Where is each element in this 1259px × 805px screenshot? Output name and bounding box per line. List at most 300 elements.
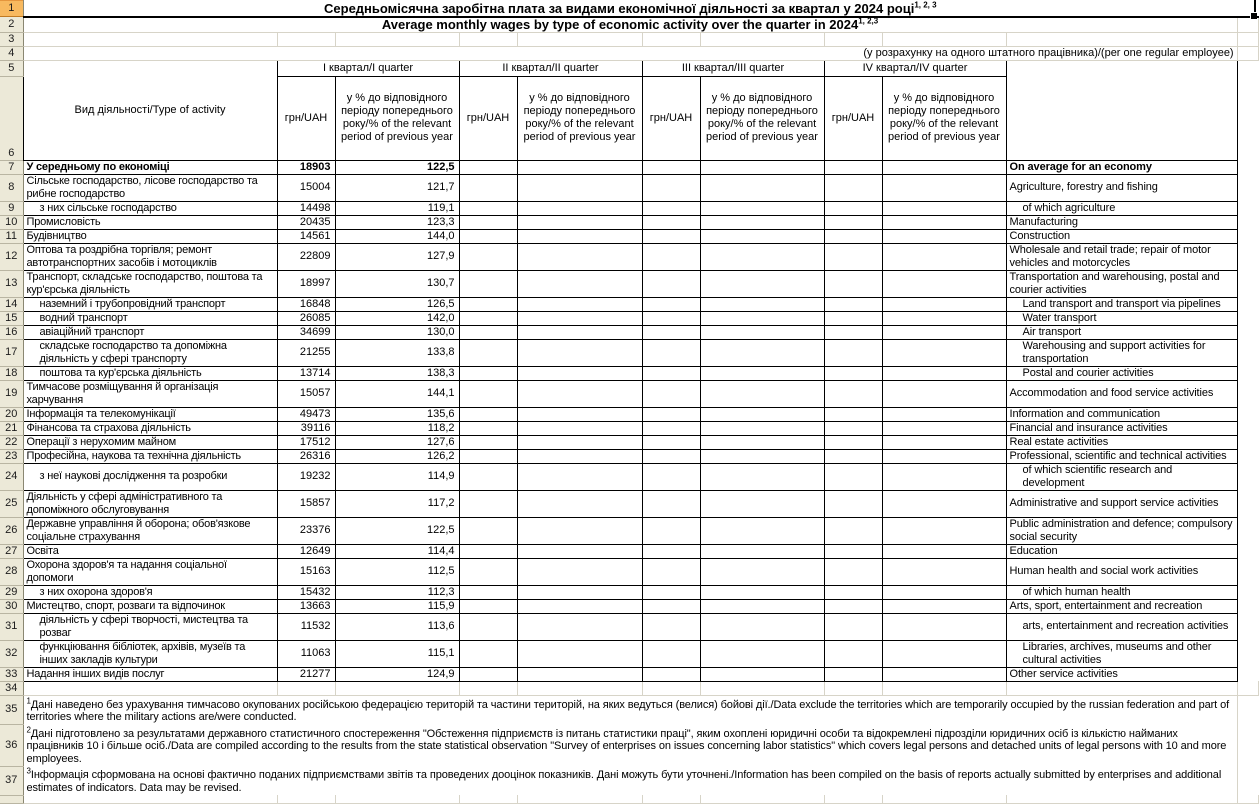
cell-uah-q3[interactable] [642,599,700,613]
cell-outside[interactable] [1237,215,1258,229]
cell-uah-q2[interactable] [459,407,517,421]
cell-uah-q3[interactable] [642,366,700,380]
row-header[interactable]: 3 [0,32,23,46]
row-header[interactable]: 30 [0,599,23,613]
cell-uah-q2[interactable] [459,613,517,640]
cell-activity-ua[interactable]: Транспорт, складське господарство, поштова та кур'єрська діяльність [23,270,277,297]
cell-pct-q1[interactable]: 115,1 [335,640,459,667]
cell-pct-q2[interactable] [517,558,642,585]
cell-activity-en[interactable]: Arts, sport, entertainment and recreation [1006,599,1237,613]
cell-uah-q1[interactable]: 13663 [277,599,335,613]
cell-activity-en[interactable]: Postal and courier activities [1006,366,1237,380]
cell-uah-q2[interactable] [459,599,517,613]
footnote-2[interactable] [23,725,1237,767]
cell-outside[interactable] [1237,766,1258,795]
row-header[interactable]: 26 [0,517,23,544]
cell-pct-q1[interactable]: 121,7 [335,174,459,201]
cell-pct-q2[interactable] [517,229,642,243]
cell-uah-q3[interactable] [642,380,700,407]
row-header[interactable]: 17 [0,339,23,366]
cell-outside[interactable] [1237,325,1258,339]
cell-pct-q1[interactable]: 126,2 [335,449,459,463]
cell-outside[interactable] [1237,463,1258,490]
cell-activity-en[interactable]: of which scientific research and development [1006,463,1237,490]
row-header[interactable]: 35 [0,695,23,725]
cell-uah-q1[interactable]: 13714 [277,366,335,380]
cell-activity-ua[interactable]: Надання інших видів послуг [23,667,277,681]
cell-pct-q2[interactable] [517,421,642,435]
cell-uah-q1[interactable]: 20435 [277,215,335,229]
cell-activity-ua[interactable]: функціювання бібліотек, архівів, музеїв та інших закладів культури [23,640,277,667]
cell-pct-q4[interactable] [882,640,1006,667]
cell-activity-en[interactable]: Construction [1006,229,1237,243]
cell-pct-q3[interactable] [700,435,824,449]
empty-cell[interactable] [23,681,277,695]
cell-uah-q3[interactable] [642,270,700,297]
cell-pct-q1[interactable]: 113,6 [335,613,459,640]
cell-outside[interactable] [1237,243,1258,270]
cell-activity-ua[interactable]: авіаційний транспорт [23,325,277,339]
cell-pct-q3[interactable] [700,449,824,463]
column-header-q4[interactable]: IV квартал/IV quarter [824,60,1006,76]
cell-activity-ua[interactable]: Державне управління й оборона; обов'язкове соціальне страхування [23,517,277,544]
cell-pct-q4[interactable] [882,174,1006,201]
cell-activity-ua[interactable]: наземний і трубопровідний транспорт [23,297,277,311]
row-header[interactable]: 37 [0,766,23,795]
row-header[interactable]: 9 [0,201,23,215]
cell-pct-q4[interactable] [882,243,1006,270]
cell-pct-q3[interactable] [700,517,824,544]
cell-pct-q4[interactable] [882,229,1006,243]
cell-pct-q4[interactable] [882,270,1006,297]
title-en[interactable] [23,17,1237,33]
cell-pct-q4[interactable] [882,435,1006,449]
cell-activity-en[interactable]: Wholesale and retail trade; repair of motor vehicles and motorcycles [1006,243,1237,270]
cell-uah-q1[interactable]: 19232 [277,463,335,490]
cell-pct-q1[interactable]: 124,9 [335,667,459,681]
cell-pct-q4[interactable] [882,558,1006,585]
cell-activity-ua[interactable]: Сільське господарство, лісове господарство та рибне господарство [23,174,277,201]
cell-pct-q1[interactable]: 117,2 [335,490,459,517]
empty-cell[interactable] [277,32,335,46]
cell-uah-q4[interactable] [824,463,882,490]
row-header[interactable]: 13 [0,270,23,297]
cell-uah-q1[interactable]: 34699 [277,325,335,339]
cell-pct-q4[interactable] [882,463,1006,490]
cell-uah-q4[interactable] [824,311,882,325]
cell-uah-q3[interactable] [642,311,700,325]
empty-cell[interactable] [277,795,335,803]
cell-uah-q2[interactable] [459,229,517,243]
cell-pct-q3[interactable] [700,585,824,599]
row-header[interactable]: 32 [0,640,23,667]
cell-pct-q3[interactable] [700,201,824,215]
subheader-uah-q2[interactable]: грн/UAH [459,76,517,160]
cell-pct-q4[interactable] [882,667,1006,681]
row-header[interactable]: 15 [0,311,23,325]
cell-pct-q2[interactable] [517,339,642,366]
cell-activity-en[interactable]: Public administration and defence; compulsory social security [1006,517,1237,544]
cell-uah-q2[interactable] [459,174,517,201]
cell-uah-q4[interactable] [824,270,882,297]
cell-pct-q2[interactable] [517,366,642,380]
cell-pct-q2[interactable] [517,490,642,517]
cell-pct-q2[interactable] [517,174,642,201]
empty-cell[interactable] [517,681,642,695]
cell-pct-q2[interactable] [517,449,642,463]
cell-outside[interactable] [1237,60,1258,76]
cell-pct-q1[interactable]: 122,5 [335,517,459,544]
cell-outside[interactable] [1237,174,1258,201]
cell-uah-q3[interactable] [642,421,700,435]
column-header-activity-en[interactable] [1006,60,1237,160]
cell-uah-q2[interactable] [459,325,517,339]
cell-pct-q3[interactable] [700,215,824,229]
empty-cell[interactable] [700,681,824,695]
empty-cell[interactable] [824,32,882,46]
cell-outside[interactable] [1237,544,1258,558]
cell-outside[interactable] [1237,380,1258,407]
empty-cell[interactable] [335,681,459,695]
cell-uah-q4[interactable] [824,585,882,599]
cell-uah-q1[interactable]: 16848 [277,297,335,311]
cell-activity-en[interactable]: On average for an economy [1006,160,1237,174]
cell-uah-q2[interactable] [459,490,517,517]
cell-activity-en[interactable]: Manufacturing [1006,215,1237,229]
row-header[interactable]: 24 [0,463,23,490]
cell-uah-q3[interactable] [642,490,700,517]
cell-pct-q3[interactable] [700,229,824,243]
cell-uah-q2[interactable] [459,558,517,585]
cell-uah-q4[interactable] [824,229,882,243]
cell-pct-q2[interactable] [517,215,642,229]
cell-pct-q2[interactable] [517,380,642,407]
cell-uah-q1[interactable]: 17512 [277,435,335,449]
cell-outside[interactable] [1237,795,1258,803]
subheader-pct-q4[interactable]: у % до відповідного періоду попереднього року/% of the relevant period of previous year [882,76,1006,160]
row-header[interactable]: 33 [0,667,23,681]
cell-uah-q4[interactable] [824,201,882,215]
cell-pct-q2[interactable] [517,407,642,421]
cell-pct-q3[interactable] [700,297,824,311]
empty-cell[interactable] [882,32,1006,46]
cell-activity-en[interactable]: Water transport [1006,311,1237,325]
cell-pct-q1[interactable]: 130,7 [335,270,459,297]
row-header[interactable]: 31 [0,613,23,640]
row-header[interactable]: 2 [0,17,23,33]
cell-outside[interactable] [1237,339,1258,366]
row-header[interactable]: 22 [0,435,23,449]
cell-outside[interactable] [1237,681,1258,695]
cell-pct-q1[interactable]: 130,0 [335,325,459,339]
empty-cell[interactable] [335,32,459,46]
cell-pct-q4[interactable] [882,311,1006,325]
row-header[interactable]: 34 [0,681,23,695]
row-header[interactable]: 28 [0,558,23,585]
cell-outside[interactable] [1237,613,1258,640]
cell-pct-q1[interactable]: 119,1 [335,201,459,215]
fill-handle[interactable] [1250,12,1257,19]
cell-uah-q4[interactable] [824,599,882,613]
empty-cell[interactable] [1006,32,1237,46]
row-header[interactable]: 5 [0,60,23,76]
cell-uah-q2[interactable] [459,380,517,407]
cell-activity-ua[interactable]: з них охорона здоров'я [23,585,277,599]
cell-activity-ua[interactable]: Діяльність у сфері адміністративного та допоміжного обслуговування [23,490,277,517]
cell-outside[interactable] [1237,201,1258,215]
cell-uah-q1[interactable]: 26085 [277,311,335,325]
cell-uah-q2[interactable] [459,463,517,490]
cell-outside[interactable] [1237,229,1258,243]
cell-pct-q4[interactable] [882,544,1006,558]
cell-uah-q4[interactable] [824,517,882,544]
cell-activity-en[interactable]: Real estate activities [1006,435,1237,449]
column-header-activity[interactable]: Вид діяльності/Type of activity [23,60,277,160]
cell-uah-q1[interactable]: 15057 [277,380,335,407]
cell-outside[interactable] [1237,46,1258,60]
cell-pct-q1[interactable]: 135,6 [335,407,459,421]
cell-activity-en[interactable]: of which agriculture [1006,201,1237,215]
row-header[interactable]: 29 [0,585,23,599]
cell-pct-q4[interactable] [882,297,1006,311]
cell-uah-q3[interactable] [642,463,700,490]
cell-uah-q1[interactable]: 23376 [277,517,335,544]
cell-uah-q1[interactable]: 18997 [277,270,335,297]
cell-outside[interactable] [1237,32,1258,46]
cell-uah-q3[interactable] [642,407,700,421]
cell-pct-q2[interactable] [517,325,642,339]
title-ua[interactable] [23,1,1237,17]
cell-outside[interactable] [1237,599,1258,613]
cell-uah-q3[interactable] [642,339,700,366]
cell-activity-ua[interactable]: Промисловість [23,215,277,229]
cell-uah-q3[interactable] [642,435,700,449]
empty-cell[interactable] [335,795,459,803]
cell-pct-q1[interactable]: 115,9 [335,599,459,613]
row-header[interactable]: 25 [0,490,23,517]
cell-activity-ua[interactable]: Інформація та телекомунікації [23,407,277,421]
row-header[interactable]: 23 [0,449,23,463]
cell-outside[interactable] [1237,695,1258,725]
cell-pct-q1[interactable]: 138,3 [335,366,459,380]
cell-uah-q1[interactable]: 21277 [277,667,335,681]
cell-uah-q1[interactable]: 14561 [277,229,335,243]
cell-uah-q2[interactable] [459,243,517,270]
cell-pct-q3[interactable] [700,311,824,325]
cell-uah-q4[interactable] [824,613,882,640]
cell-pct-q4[interactable] [882,585,1006,599]
cell-pct-q1[interactable]: 114,9 [335,463,459,490]
cell-activity-en[interactable]: Education [1006,544,1237,558]
cell-uah-q3[interactable] [642,449,700,463]
cell-pct-q2[interactable] [517,201,642,215]
cell-uah-q1[interactable]: 15004 [277,174,335,201]
empty-cell[interactable] [824,681,882,695]
cell-activity-en[interactable]: Financial and insurance activities [1006,421,1237,435]
subheader-pct-q3[interactable]: у % до відповідного періоду попереднього року/% of the relevant period of previous year [700,76,824,160]
cell-activity-ua[interactable]: складське господарство та допоміжна діяльність у сфері транспорту [23,339,277,366]
cell-outside[interactable] [1237,160,1258,174]
empty-cell[interactable] [517,32,642,46]
cell-uah-q1[interactable]: 11532 [277,613,335,640]
cell-outside[interactable] [1237,585,1258,599]
per-employee-note[interactable]: (у розрахунку на одного штатного працівника)/(per one regular employee) [23,46,1237,60]
cell-pct-q4[interactable] [882,421,1006,435]
cell-pct-q1[interactable]: 127,9 [335,243,459,270]
cell-pct-q3[interactable] [700,640,824,667]
row-header[interactable] [0,795,23,803]
row-header[interactable]: 27 [0,544,23,558]
cell-uah-q1[interactable]: 39116 [277,421,335,435]
cell-uah-q4[interactable] [824,215,882,229]
cell-pct-q1[interactable]: 114,4 [335,544,459,558]
empty-cell[interactable] [1006,795,1237,803]
cell-pct-q3[interactable] [700,325,824,339]
cell-uah-q2[interactable] [459,517,517,544]
empty-cell[interactable] [517,795,642,803]
cell-uah-q4[interactable] [824,421,882,435]
cell-pct-q3[interactable] [700,160,824,174]
cell-outside[interactable] [1237,421,1258,435]
cell-outside[interactable] [1237,725,1258,767]
cell-pct-q3[interactable] [700,490,824,517]
empty-cell[interactable] [1006,681,1237,695]
cell-activity-en[interactable]: Libraries, archives, museums and other cultural activities [1006,640,1237,667]
cell-pct-q3[interactable] [700,613,824,640]
cell-uah-q2[interactable] [459,435,517,449]
cell-pct-q1[interactable]: 133,8 [335,339,459,366]
cell-uah-q3[interactable] [642,174,700,201]
cell-uah-q1[interactable]: 49473 [277,407,335,421]
cell-uah-q4[interactable] [824,435,882,449]
row-header[interactable]: 21 [0,421,23,435]
row-header[interactable]: 1 [0,1,23,17]
row-header[interactable]: 19 [0,380,23,407]
cell-uah-q4[interactable] [824,366,882,380]
cell-activity-ua[interactable]: Професійна, наукова та технічна діяльність [23,449,277,463]
cell-pct-q4[interactable] [882,517,1006,544]
cell-uah-q4[interactable] [824,297,882,311]
cell-activity-en[interactable]: of which human health [1006,585,1237,599]
cell-pct-q1[interactable]: 112,3 [335,585,459,599]
subheader-pct-q1[interactable]: у % до відповідного періоду попереднього року/% of the relevant period of previous year [335,76,459,160]
cell-activity-ua[interactable]: Освіта [23,544,277,558]
subheader-uah-q1[interactable]: грн/UAH [277,76,335,160]
cell-uah-q2[interactable] [459,270,517,297]
cell-pct-q3[interactable] [700,407,824,421]
cell-pct-q1[interactable]: 142,0 [335,311,459,325]
cell-pct-q1[interactable]: 122,5 [335,160,459,174]
cell-activity-en[interactable]: Accommodation and food service activities [1006,380,1237,407]
cell-activity-ua[interactable]: поштова та кур'єрська діяльність [23,366,277,380]
row-header[interactable]: 6 [0,76,23,160]
cell-uah-q1[interactable]: 26316 [277,449,335,463]
cell-pct-q1[interactable]: 144,0 [335,229,459,243]
empty-cell[interactable] [700,32,824,46]
cell-uah-q1[interactable]: 15857 [277,490,335,517]
empty-cell[interactable] [642,32,700,46]
cell-uah-q3[interactable] [642,215,700,229]
empty-cell[interactable] [277,681,335,695]
cell-uah-q2[interactable] [459,311,517,325]
cell-activity-ua[interactable]: Мистецтво, спорт, розваги та відпочинок [23,599,277,613]
cell-outside[interactable] [1237,449,1258,463]
cell-pct-q3[interactable] [700,174,824,201]
cell-pct-q1[interactable]: 126,5 [335,297,459,311]
cell-uah-q1[interactable]: 14498 [277,201,335,215]
empty-cell[interactable] [700,795,824,803]
cell-uah-q3[interactable] [642,201,700,215]
cell-outside[interactable] [1237,640,1258,667]
empty-cell[interactable] [23,795,277,803]
cell-uah-q2[interactable] [459,421,517,435]
cell-activity-ua[interactable]: Оптова та роздрібна торгівля; ремонт автотранспортних засобів і мотоциклів [23,243,277,270]
cell-pct-q3[interactable] [700,380,824,407]
subheader-pct-q2[interactable]: у % до відповідного періоду попереднього року/% of the relevant period of previous year [517,76,642,160]
cell-activity-en[interactable]: Information and communication [1006,407,1237,421]
cell-outside[interactable] [1237,366,1258,380]
cell-outside[interactable] [1237,490,1258,517]
cell-pct-q1[interactable]: 112,5 [335,558,459,585]
subheader-uah-q3[interactable]: грн/UAH [642,76,700,160]
cell-activity-ua[interactable]: Охорона здоров'я та надання соціальної допомоги [23,558,277,585]
cell-pct-q2[interactable] [517,599,642,613]
cell-pct-q2[interactable] [517,243,642,270]
cell-uah-q2[interactable] [459,201,517,215]
cell-pct-q2[interactable] [517,463,642,490]
cell-pct-q2[interactable] [517,297,642,311]
row-header[interactable]: 18 [0,366,23,380]
cell-pct-q2[interactable] [517,270,642,297]
cell-uah-q3[interactable] [642,585,700,599]
cell-activity-en[interactable]: Warehousing and support activities for transportation [1006,339,1237,366]
cell-pct-q3[interactable] [700,421,824,435]
cell-activity-en[interactable]: Agriculture, forestry and fishing [1006,174,1237,201]
empty-cell[interactable] [642,681,700,695]
footnote-3[interactable] [23,766,1237,795]
row-header[interactable]: 4 [0,46,23,60]
cell-uah-q4[interactable] [824,380,882,407]
cell-pct-q4[interactable] [882,407,1006,421]
cell-pct-q1[interactable]: 127,6 [335,435,459,449]
cell-pct-q4[interactable] [882,490,1006,517]
cell-activity-en[interactable]: Administrative and support service activities [1006,490,1237,517]
cell-outside[interactable] [1237,517,1258,544]
cell-uah-q4[interactable] [824,339,882,366]
cell-uah-q4[interactable] [824,558,882,585]
cell-uah-q4[interactable] [824,174,882,201]
cell-pct-q4[interactable] [882,366,1006,380]
cell-uah-q3[interactable] [642,243,700,270]
empty-cell[interactable] [459,795,517,803]
cell-pct-q1[interactable]: 118,2 [335,421,459,435]
cell-uah-q3[interactable] [642,229,700,243]
cell-pct-q3[interactable] [700,270,824,297]
cell-uah-q4[interactable] [824,667,882,681]
column-header-q2[interactable]: II квартал/II quarter [459,60,642,76]
column-header-q3[interactable]: III квартал/III quarter [642,60,824,76]
row-header[interactable]: 36 [0,725,23,767]
cell-uah-q4[interactable] [824,640,882,667]
cell-pct-q2[interactable] [517,667,642,681]
cell-uah-q4[interactable] [824,407,882,421]
cell-uah-q4[interactable] [824,243,882,270]
row-header[interactable]: 10 [0,215,23,229]
subheader-uah-q4[interactable]: грн/UAH [824,76,882,160]
cell-pct-q2[interactable] [517,311,642,325]
cell-activity-ua[interactable]: діяльність у сфері творчості, мистецтва та розваг [23,613,277,640]
cell-uah-q2[interactable] [459,160,517,174]
